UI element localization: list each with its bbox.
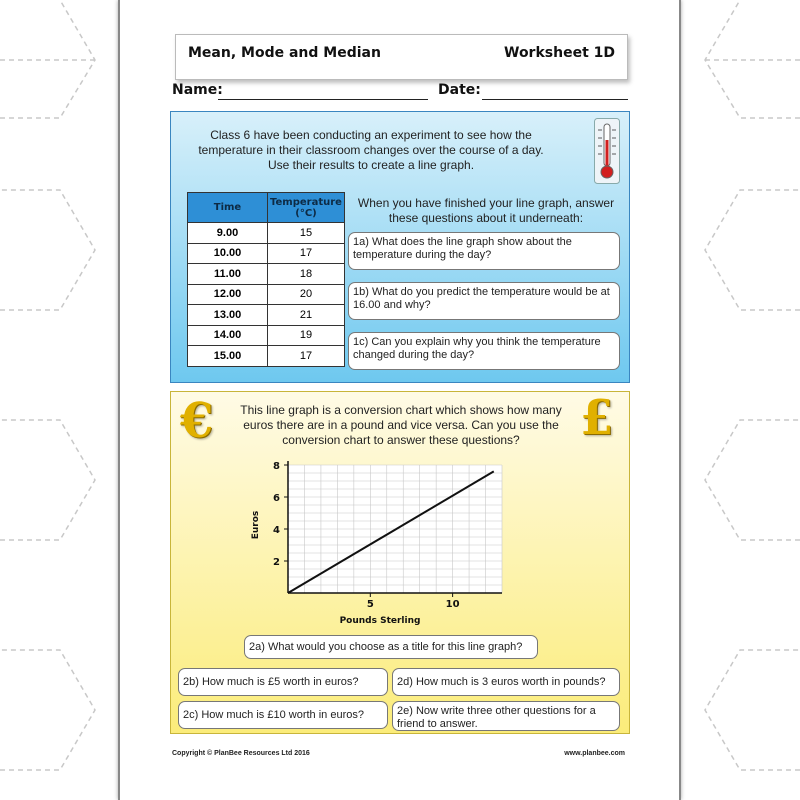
x-tick-label: 5 <box>366 599 374 610</box>
conversion-line-graph <box>240 455 510 630</box>
y-tick-label: 4 <box>273 525 280 536</box>
table-row: 12.00 20 <box>188 284 345 305</box>
question-2b: 2b) How much is £5 worth in euros? <box>178 668 388 696</box>
graph-instructions: When you have finished your line graph, answer these questions about it underneath: <box>357 196 615 225</box>
copyright-text: Copyright © PlanBee Resources Ltd 2016 <box>172 750 310 757</box>
pound-icon: £ <box>580 390 614 446</box>
worksheet-page <box>118 0 681 800</box>
name-line <box>218 99 428 100</box>
name-label: Name: <box>172 82 223 98</box>
table-row: 14.00 19 <box>188 325 345 346</box>
question-2e: 2e) Now write three other questions for a friend to answer. <box>392 701 620 731</box>
website-text: www.planbee.com <box>564 750 625 757</box>
worksheet-number: Worksheet 1D <box>504 45 615 61</box>
table-row: 9.00 15 <box>188 223 345 244</box>
date-line <box>482 99 628 100</box>
question-1b: 1b) What do you predict the temperature would be at 16.00 and why? <box>348 282 620 320</box>
y-tick-label: 2 <box>273 557 280 568</box>
question-1c: 1c) Can you explain why you think the temperature changed during the day? <box>348 332 620 370</box>
y-tick-label: 6 <box>273 493 280 504</box>
y-axis-label: Euros <box>251 510 261 540</box>
x-tick-label: 10 <box>445 599 460 610</box>
y-tick-label: 8 <box>273 461 280 472</box>
table-row: 15.00 17 <box>188 346 345 367</box>
title-banner <box>175 34 628 80</box>
thermometer-icon <box>594 118 620 184</box>
temperature-intro: Class 6 have been conducting an experiment to see how the temperature in their classroom changes over the course of a day. Use their results to create a line graph. <box>198 128 544 172</box>
temperature-header: Temperature (°C) <box>268 193 345 223</box>
date-label: Date: <box>438 82 481 98</box>
euro-icon: € <box>180 393 214 449</box>
question-2a: 2a) What would you choose as a title for this line graph? <box>244 635 538 659</box>
question-2d: 2d) How much is 3 euros worth in pounds? <box>392 668 620 696</box>
question-2c: 2c) How much is £10 worth in euros? <box>178 701 388 729</box>
temperature-table <box>187 192 345 367</box>
table-row: 13.00 21 <box>188 305 345 326</box>
time-header: Time <box>188 193 268 223</box>
conversion-intro: This line graph is a conversion chart which shows how many euros there are in a pound and vice versa. Can you use the conversion chart to answer these questions? <box>240 403 562 447</box>
question-1a: 1a) What does the line graph show about the temperature during the day? <box>348 232 620 270</box>
table-row: 11.00 18 <box>188 264 345 285</box>
x-axis-label: Pounds Sterling <box>339 616 421 626</box>
worksheet-title: Mean, Mode and Median <box>188 45 381 61</box>
table-row: 10.00 17 <box>188 243 345 264</box>
